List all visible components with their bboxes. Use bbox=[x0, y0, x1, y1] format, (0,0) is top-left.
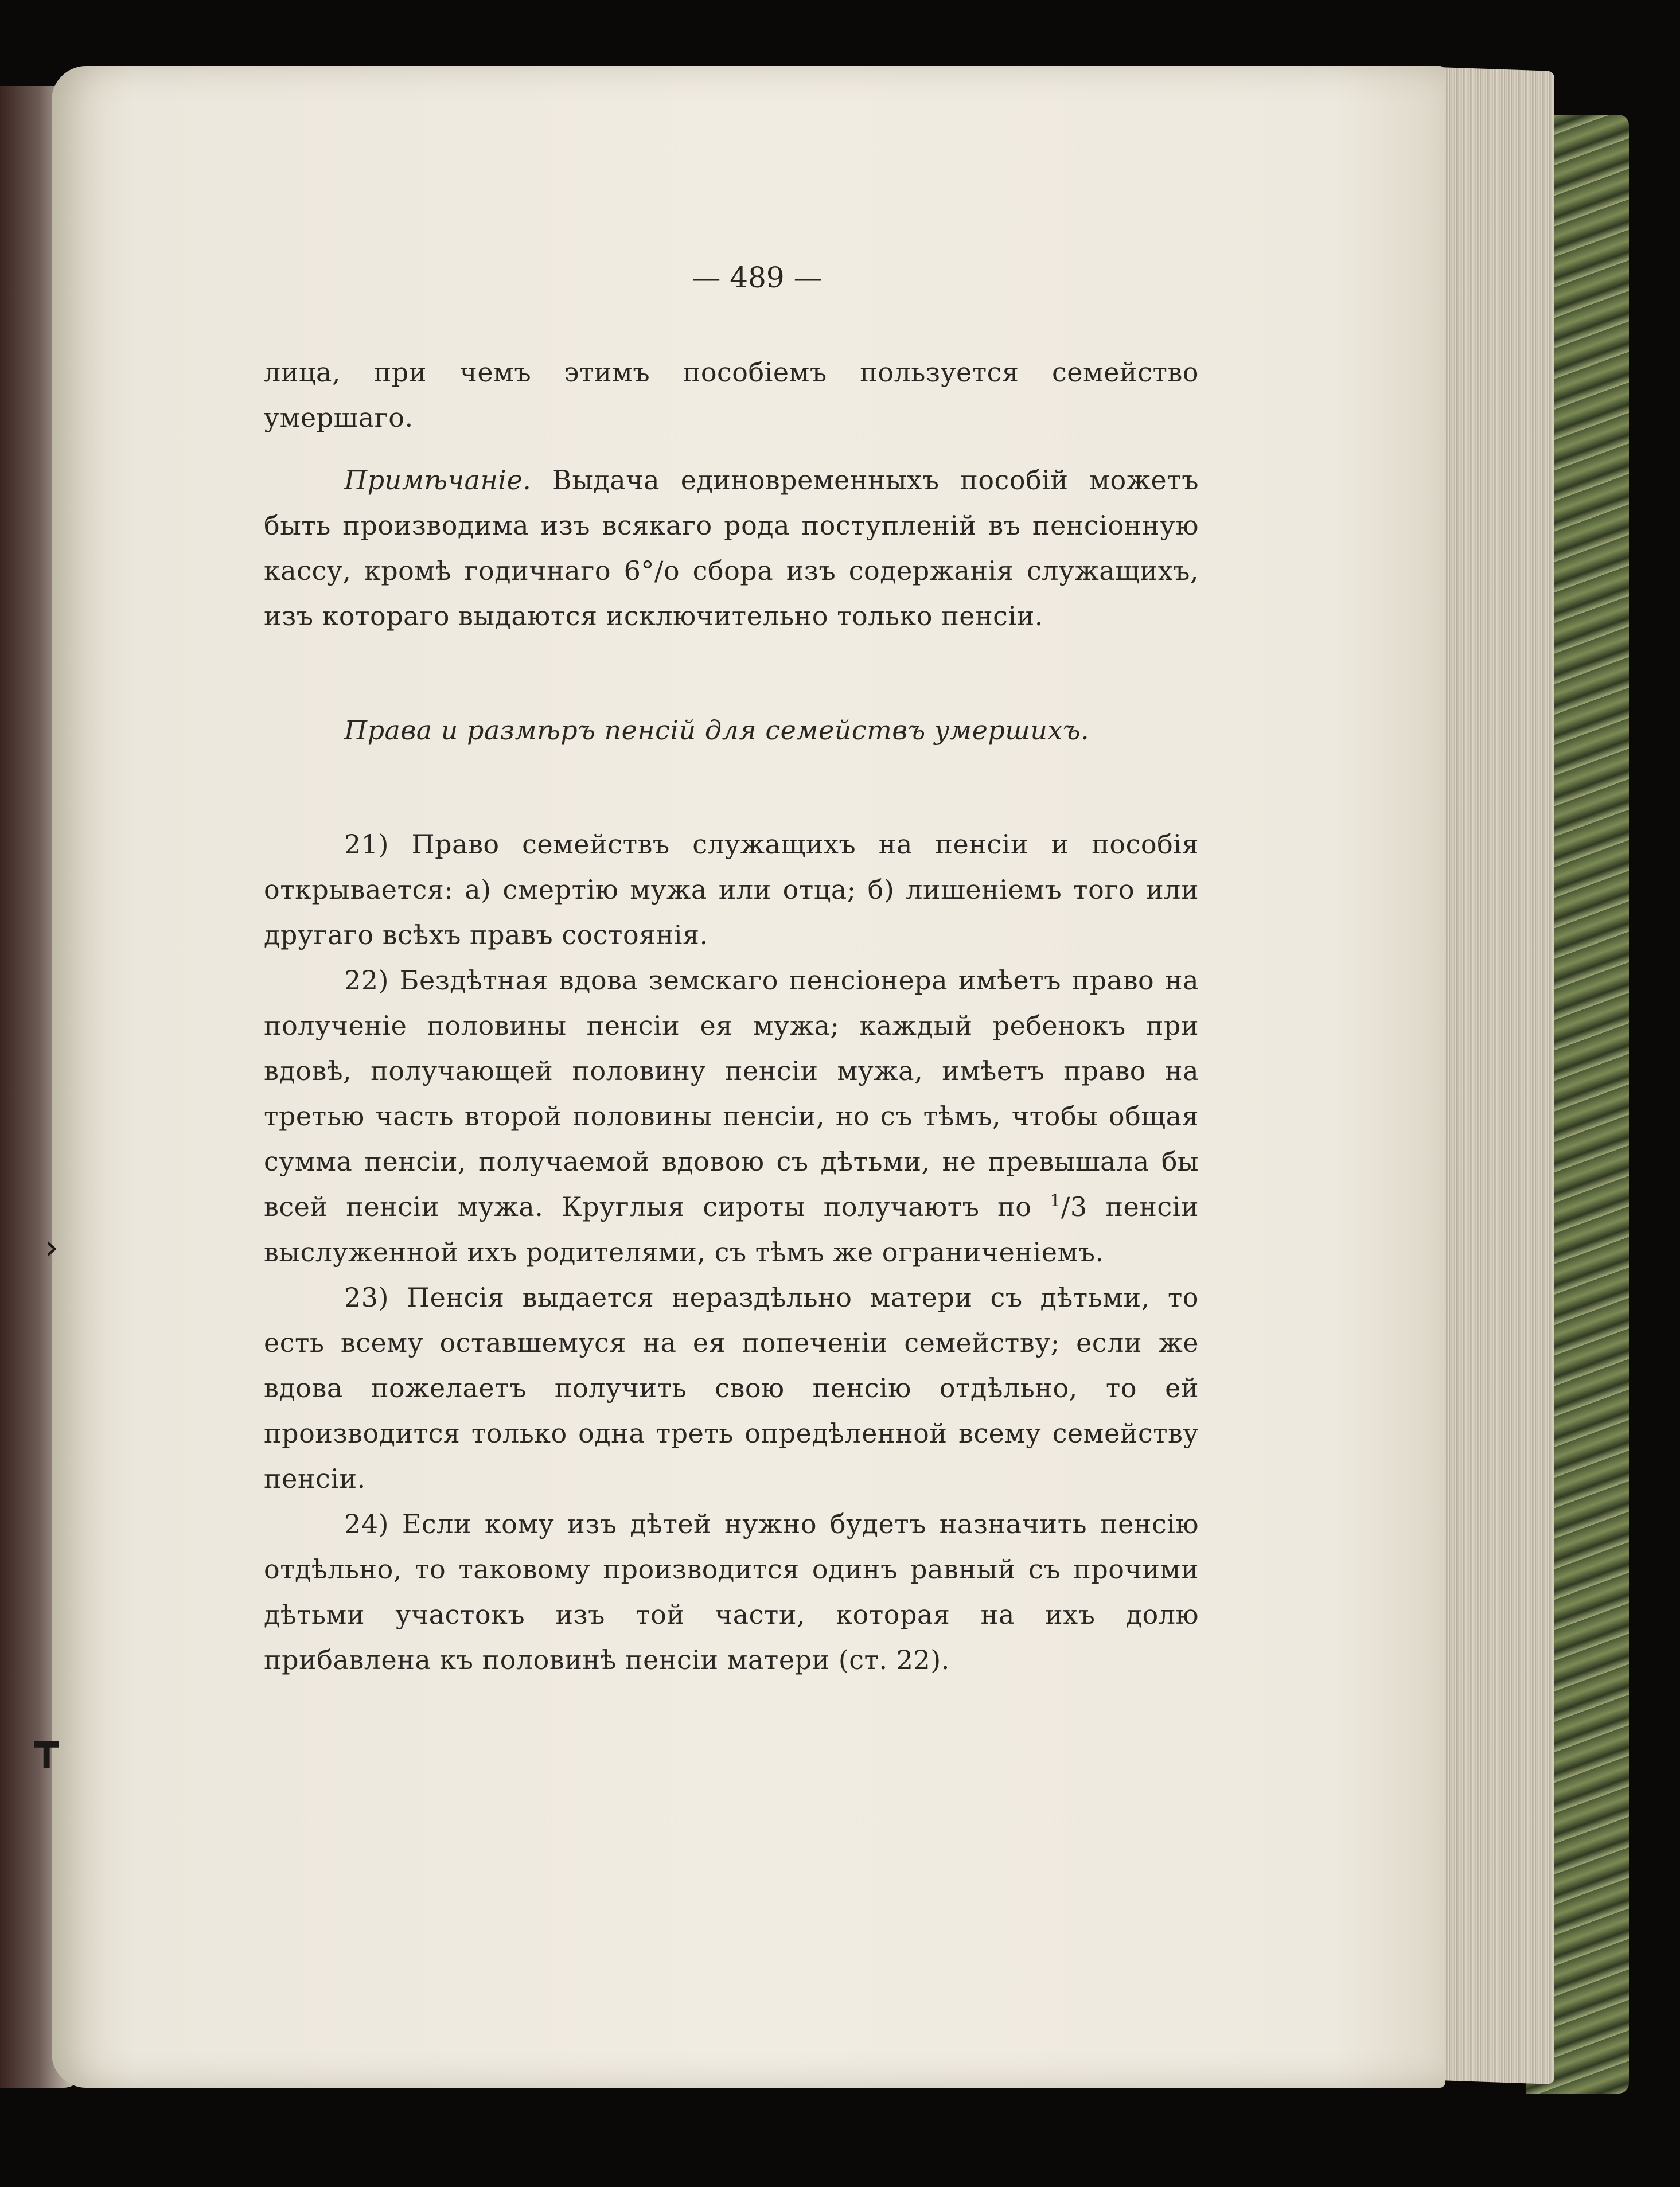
note-paragraph bbox=[264, 458, 1199, 639]
article-24: 24) Если кому изъ дѣтей нужно будетъ назначить пенсію отдѣльно, то таковому производится одинъ равный съ прочими дѣтьми участокъ изъ той части, которая на ихъ долю прибавлена къ половинѣ пенсіи матери (ст. 22). bbox=[264, 1508, 1199, 1675]
note-label: Примѣчаніе. bbox=[344, 465, 532, 496]
article-22-text: 22) Бездѣтная вдова земскаго пенсіонера имѣетъ право на полученіе половины пенсіи ея мужа; каждый ребенокъ при вдовѣ, получающей половину пенсіи мужа, имѣетъ право на третью часть второй половины пенсіи, но съ тѣмъ, чтобы общая сумма пенсіи, получаемой вдовою съ дѣтьми, не превышала бы всей пенсіи мужа. Круглыя сироты получаютъ по bbox=[264, 965, 1199, 1222]
fraction-numerator: 1 bbox=[1050, 1191, 1061, 1211]
article-22 bbox=[264, 958, 1199, 1275]
article-22-text-end: пенсіи выслуженной ихъ родителями, съ тѣмъ же ограниченіемъ. bbox=[264, 1191, 1199, 1268]
section-heading: Права и размѣръ пенсій для семействъ умершихъ. bbox=[344, 715, 1090, 746]
margin-mark-arrow: › bbox=[45, 1227, 59, 1268]
fraction-denominator: /3 bbox=[1061, 1191, 1087, 1222]
note-text: Выдача единовременныхъ пособій можетъ быть производима изъ всякаго рода поступленій въ пенсіонную кассу, кромѣ годичнаго 6°/o сбора изъ содержанія служащихъ, изъ котораго выдаются исключительно только пенсіи. bbox=[264, 465, 1199, 631]
article-21: 21) Право семействъ служащихъ на пенсіи и пособія открывается: а) смертію мужа или отца; б) лишеніемъ того или другаго всѣхъ правъ состоянія. bbox=[264, 829, 1199, 950]
page-body bbox=[264, 350, 1199, 1683]
paragraph-1: лица, при чемъ этимъ пособіемъ пользуется семейство умершаго. bbox=[264, 357, 1199, 433]
page-number: — 489 — bbox=[692, 261, 823, 294]
article-23: 23) Пенсія выдается нераздѣльно матери съ дѣтьми, то есть всему оставшемуся на ея попеченіи семейству; если же вдова пожелаетъ получить свою пенсію отдѣльно, то ей производится только одна треть опредѣленной всему семейству пенсіи. bbox=[264, 1282, 1199, 1494]
margin-mark-tick: ┳ bbox=[34, 1721, 59, 1768]
